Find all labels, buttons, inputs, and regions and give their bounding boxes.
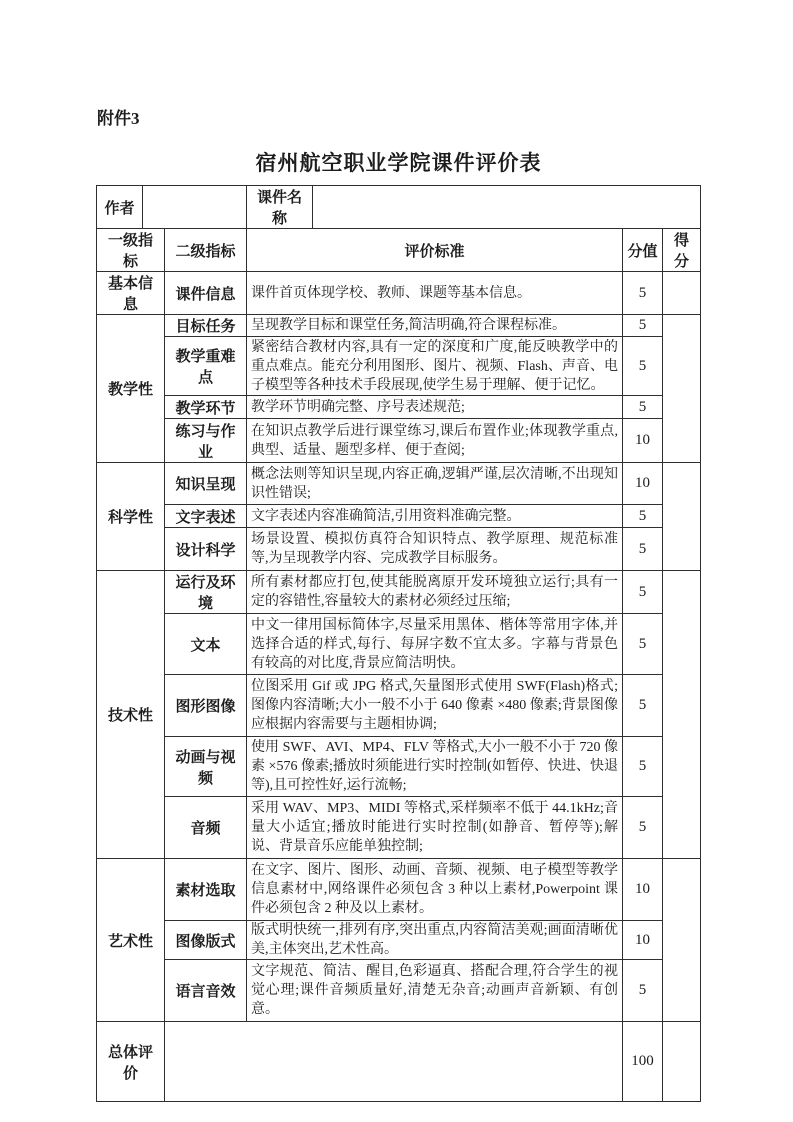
criteria-cell: 采用 WAV、MP3、MIDI 等格式,采样频率不低于 44.1kHz;音量大小适宜;播放时能进行实时控制(如静音、暂停等);解说、背景音乐应能单独控制; xyxy=(247,797,623,859)
criteria-cell: 位图采用 Gif 或 JPG 格式,矢量图形式使用 SWF(Flash)格式;图像内容清晰;大小一般不小于 640 像素 ×480 像素;背景图像应根据内容需要与主题相协调; xyxy=(247,675,623,737)
obtained-score-field[interactable] xyxy=(663,463,701,571)
score-cell: 5 xyxy=(623,737,663,797)
form-header-table xyxy=(96,185,701,229)
group-label-cell: 基本信息 xyxy=(97,272,165,315)
indicator-label-cell: 目标任务 xyxy=(165,315,247,337)
evaluation-form xyxy=(96,185,701,1102)
author-value-field[interactable] xyxy=(143,186,247,229)
overall-row xyxy=(97,1022,701,1102)
overall-obtained-field[interactable] xyxy=(663,1022,701,1102)
obtained-score-field[interactable] xyxy=(663,272,701,315)
criteria-cell: 所有素材都应打包,使其能脱离原开发环境独立运行;具有一定的容错性,容量较大的素材必须经过压缩; xyxy=(247,571,623,614)
table-row xyxy=(97,419,701,463)
indicator-label-cell: 课件信息 xyxy=(165,272,247,315)
score-cell: 10 xyxy=(623,921,663,960)
group-label-cell: 技术性 xyxy=(97,571,165,859)
indicator-label-cell: 文字表述 xyxy=(165,505,247,528)
criteria-cell: 中文一律用国标简体字,尽量采用黑体、楷体等常用字体,并选择合适的样式,每行、每屏字数不宜太多。字幕与背景色有较高的对比度,背景应简洁明快。 xyxy=(247,614,623,675)
table-row xyxy=(97,272,701,315)
score-cell: 10 xyxy=(623,419,663,463)
indicator-label-cell: 图形图像 xyxy=(165,675,247,737)
score-cell: 5 xyxy=(623,528,663,571)
table-row xyxy=(97,675,701,737)
table-row xyxy=(97,960,701,1022)
indicator-label-cell: 动画与视频 xyxy=(165,737,247,797)
score-cell: 5 xyxy=(623,797,663,859)
attachment-label: 附件3 xyxy=(97,109,140,128)
table-row xyxy=(97,797,701,859)
table-row xyxy=(97,463,701,505)
table-row xyxy=(97,921,701,960)
author-label: 作者 xyxy=(97,186,143,229)
indicator-label-cell: 语言音效 xyxy=(165,960,247,1022)
group-label-cell: 教学性 xyxy=(97,315,165,463)
score-cell: 5 xyxy=(623,571,663,614)
criteria-cell: 教学环节明确完整、序号表述规范; xyxy=(247,396,623,419)
criteria-cell: 版式明快统一,排列有序,突出重点,内容简洁美观;画面清晰优美,主体突出,艺术性高。 xyxy=(247,921,623,960)
indicator-label-cell: 练习与作业 xyxy=(165,419,247,463)
col-header-criteria: 评价标准 xyxy=(247,229,623,272)
indicator-label-cell: 素材选取 xyxy=(165,859,247,921)
indicator-label-cell: 知识呈现 xyxy=(165,463,247,505)
score-cell: 5 xyxy=(623,614,663,675)
criteria-cell: 在知识点教学后进行课堂练习,课后布置作业;体现教学重点,典型、适量、题型多样、便于查阅; xyxy=(247,419,623,463)
criteria-cell: 文字表述内容准确简洁,引用资料准确完整。 xyxy=(247,505,623,528)
courseware-name-label: 课件名称 xyxy=(247,186,313,229)
group-label-cell: 科学性 xyxy=(97,463,165,571)
col-header-level2: 二级指标 xyxy=(165,229,247,272)
score-cell: 5 xyxy=(623,272,663,315)
criteria-cell: 概念法则等知识呈现,内容正确,逻辑严谨,层次清晰,不出现知识性错误; xyxy=(247,463,623,505)
col-header-level1: 一级指标 xyxy=(97,229,165,272)
overall-label-cell: 总体评价 xyxy=(97,1022,165,1102)
criteria-cell: 课件首页体现学校、教师、课题等基本信息。 xyxy=(247,272,623,315)
indicator-label-cell: 图像版式 xyxy=(165,921,247,960)
criteria-cell: 呈现教学目标和课堂任务,简洁明确,符合课程标准。 xyxy=(247,315,623,337)
criteria-cell: 在文字、图片、图形、动画、音频、视频、电子模型等教学信息素材中,网络课件必须包含 3 种以上素材,Powerpoint 课件必须包含 2 种及以上素材。 xyxy=(247,859,623,921)
score-cell: 5 xyxy=(623,960,663,1022)
score-cell: 5 xyxy=(623,396,663,419)
score-cell: 5 xyxy=(623,675,663,737)
score-cell: 10 xyxy=(623,463,663,505)
column-header-row xyxy=(97,229,701,272)
evaluation-table xyxy=(96,228,701,1102)
score-cell: 5 xyxy=(623,337,663,396)
indicator-label-cell: 教学环节 xyxy=(165,396,247,419)
table-row xyxy=(97,505,701,528)
score-cell: 5 xyxy=(623,505,663,528)
col-header-score: 分值 xyxy=(623,229,663,272)
overall-score-cell: 100 xyxy=(623,1022,663,1102)
table-row xyxy=(97,528,701,571)
criteria-cell: 场景设置、模拟仿真符合知识特点、教学原理、规范标准等,为呈现教学内容、完成教学目标服务。 xyxy=(247,528,623,571)
obtained-score-field[interactable] xyxy=(663,571,701,859)
obtained-score-field[interactable] xyxy=(663,315,701,463)
score-cell: 10 xyxy=(623,859,663,921)
table-row xyxy=(97,859,701,921)
criteria-cell: 紧密结合教材内容,具有一定的深度和广度,能反映教学中的重点难点。能充分利用图形、图片、视频、Flash、声音、电子模型等各种技术手段展现,使学生易于理解、便于记忆。 xyxy=(247,337,623,396)
indicator-label-cell: 运行及环境 xyxy=(165,571,247,614)
col-header-obtained: 得分 xyxy=(663,229,701,272)
table-row xyxy=(97,315,701,337)
indicator-label-cell: 文本 xyxy=(165,614,247,675)
indicator-label-cell: 设计科学 xyxy=(165,528,247,571)
table-row xyxy=(97,337,701,396)
criteria-cell: 使用 SWF、AVI、MP4、FLV 等格式,大小一般不小于 720 像素 ×576 像素;播放时须能进行实时控制(如暂停、快进、快退等),且可控性好,运行流畅; xyxy=(247,737,623,797)
page-title: 宿州航空职业学院课件评价表 xyxy=(255,151,542,175)
courseware-name-value-field[interactable] xyxy=(313,186,701,229)
table-row xyxy=(97,737,701,797)
criteria-cell: 文字规范、简洁、醒目,色彩逼真、搭配合理,符合学生的视觉心理;课件音频质量好,清楚无杂音;动画声音新颖、有创意。 xyxy=(247,960,623,1022)
indicator-label-cell: 音频 xyxy=(165,797,247,859)
table-row xyxy=(97,614,701,675)
group-label-cell: 艺术性 xyxy=(97,859,165,1022)
overall-comment-field[interactable] xyxy=(165,1022,623,1102)
score-cell: 5 xyxy=(623,315,663,337)
indicator-label-cell: 教学重难点 xyxy=(165,337,247,396)
obtained-score-field[interactable] xyxy=(663,859,701,1022)
table-row xyxy=(97,396,701,419)
table-row xyxy=(97,571,701,614)
